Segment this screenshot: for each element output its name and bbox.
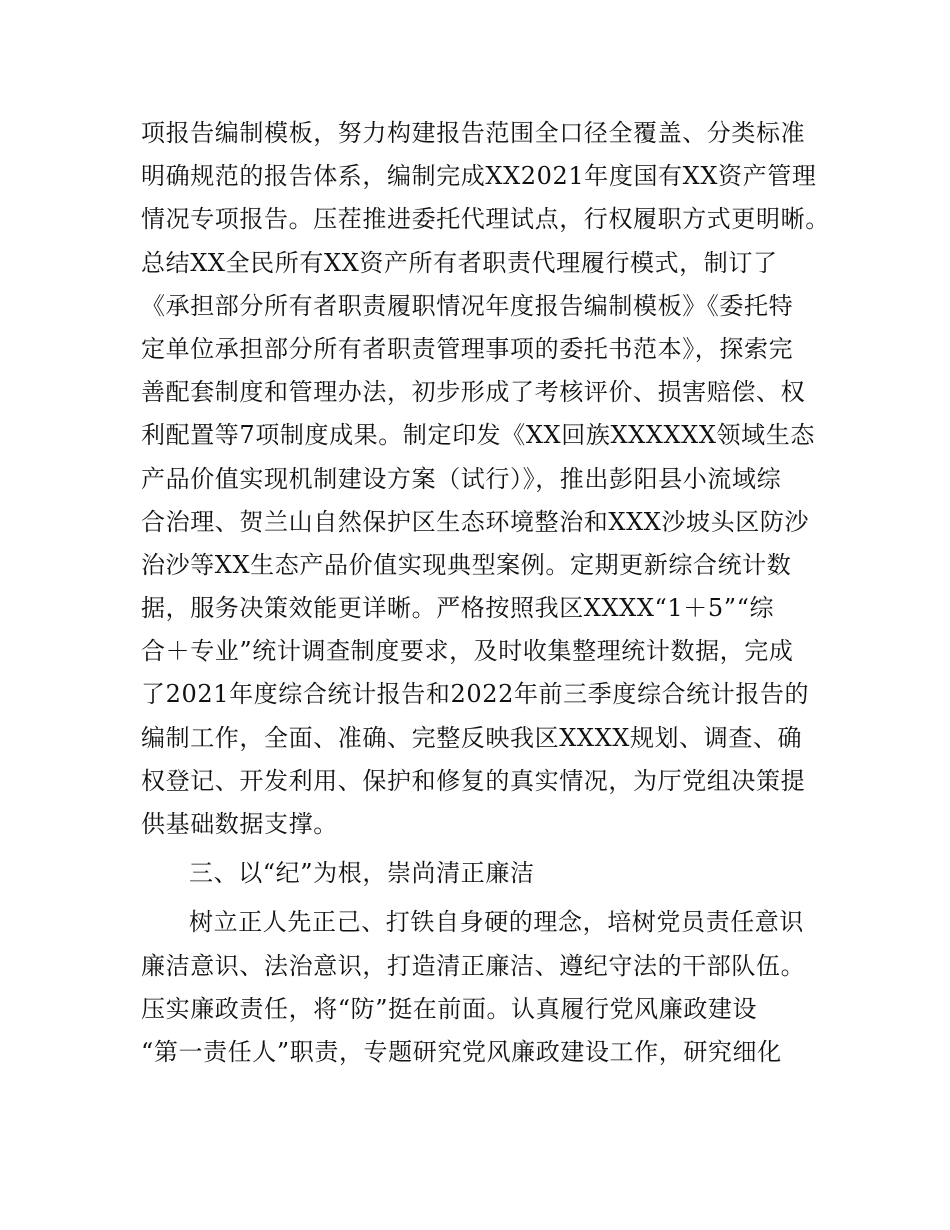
body-line: 廉洁意识、法治意识，打造清正廉洁、遵纪守法的干部队伍。	[141, 951, 806, 980]
body-line: 总结XX全民所有XX资产所有者职责代理履行模式，制订了	[141, 248, 778, 277]
body-line: 合治理、贺兰山自然保护区生态环境整治和XXX沙坡头区防沙	[141, 507, 810, 536]
body-line: 压实廉政责任，将“防”挺在前面。认真履行党风廉政建设	[141, 994, 758, 1023]
body-line: 合＋专业”统计调查制度要求，及时收集整理统计数据，完成	[141, 637, 794, 666]
body-line: 项报告编制模板，努力构建报告范围全口径全覆盖、分类标准	[141, 119, 806, 147]
paragraph-first-line: 树立正人先正己、打铁自身硬的理念，培树党员责任意识	[189, 908, 804, 937]
body-line: 供基础数据支撑。	[141, 810, 338, 838]
body-line: 《承担部分所有者职责履职情况年度报告编制模板》《委托特	[141, 291, 794, 320]
body-line: 据，服务决策效能更详晰。严格按照我区XXXX“1＋5”“综	[141, 594, 775, 623]
body-line: 利配置等7项制度成果。制定印发《XX回族XXXXXX领域生态	[141, 421, 815, 450]
document-body	[141, 112, 831, 1074]
body-line: 了2021年度综合统计报告和2022年前三季度综合统计报告的	[141, 680, 810, 709]
body-line: 情况专项报告。压茬推进委托代理试点，行权履职方式更明晰。	[141, 205, 830, 234]
body-line: 编制工作，全面、准确、完整反映我区XXXX规划、调查、确	[141, 723, 803, 752]
body-line: 权登记、开发利用、保护和修复的真实情况，为厅党组决策提	[141, 766, 806, 795]
body-line: 治沙等XX生态产品价值实现典型案例。定期更新综合统计数	[141, 550, 792, 579]
body-line: 产品价值实现机制建设方案（试行）》，推出彭阳县小流域综	[141, 464, 782, 493]
body-line: 定单位承担部分所有者职责管理事项的委托书范本》，探索完	[141, 334, 794, 363]
body-line: 明确规范的报告体系，编制完成XX2021年度国有XX资产管理	[141, 162, 817, 191]
section-heading: 三、以“纪”为根，崇尚清正廉洁	[189, 859, 535, 888]
body-line: “第一责任人”职责，专题研究党风廉政建设工作，研究细化	[141, 1037, 782, 1066]
body-line: 善配套制度和管理办法，初步形成了考核评价、损害赔偿、权	[141, 378, 806, 407]
